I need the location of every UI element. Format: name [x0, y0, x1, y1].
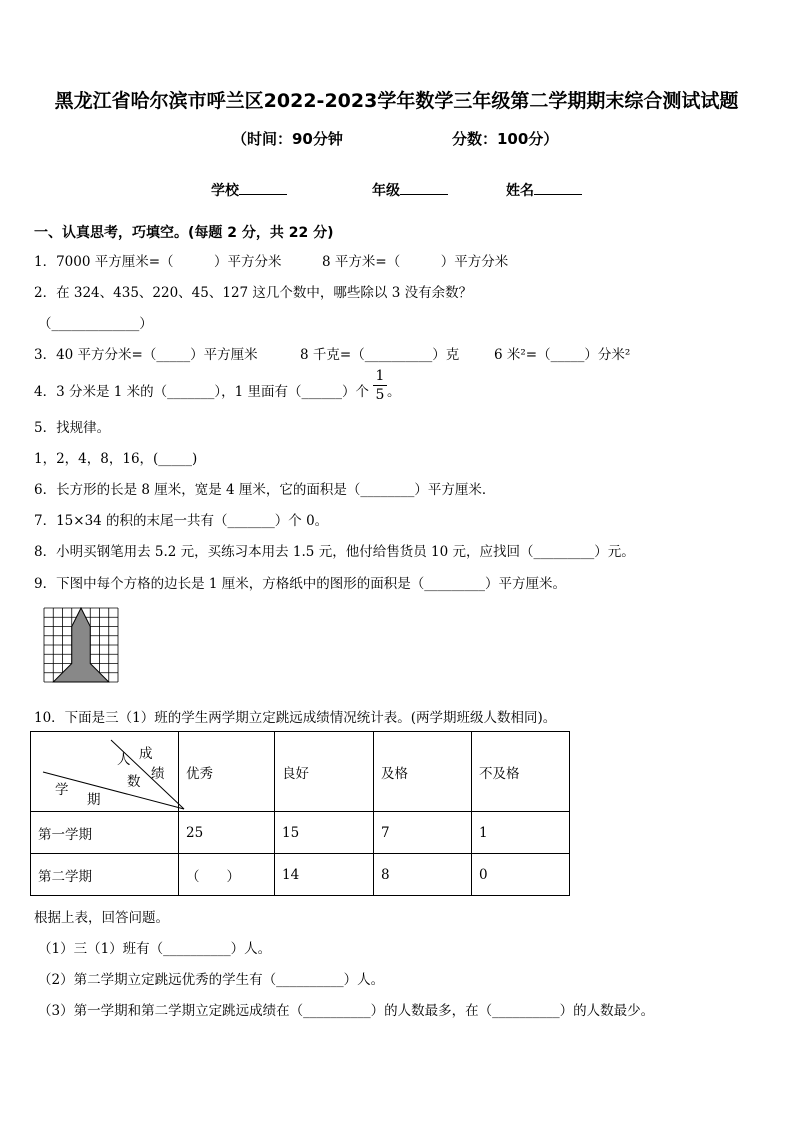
table-row — [31, 854, 570, 896]
corner-cheng: 成 — [139, 746, 153, 762]
question-6: 6．长方形的长是 8 厘米，宽是 4 厘米，它的面积是（________）平方厘米． — [34, 482, 496, 498]
fraction-denominator: 5 — [375, 387, 385, 403]
question-1b: 8 平方米=（ ）平方分米 — [322, 254, 509, 270]
corner-xue: 学 — [55, 782, 69, 798]
question-10: 10．下面是三（1）班的学生两学期立定跳远成绩情况统计表。(两学期班级人数相同)。 — [34, 710, 557, 726]
exam-score: 分数：100分） — [452, 130, 559, 148]
name-label: 姓名 — [506, 183, 534, 199]
header-excellent: 优秀 — [179, 732, 275, 812]
grid-figure — [42, 605, 122, 685]
corner-qi: 期 — [87, 792, 101, 808]
school-label: 学校 — [211, 183, 239, 199]
question-3b: 8 千克=（__________）克 — [300, 347, 460, 363]
table-cell: 15 — [275, 812, 374, 854]
question-7: 7．15×34 的积的末尾一共有（_______）个 0。 — [34, 513, 329, 529]
question-8: 8．小明买钢笔用去 5.2 元，买练习本用去 1.5 元，他付给售货员 10 元，应找回（_________）元。 — [34, 544, 635, 560]
header-pass: 及格 — [374, 732, 472, 812]
score-table — [30, 731, 570, 896]
table-header-row — [31, 732, 570, 812]
row-label: 第一学期 — [31, 812, 179, 854]
table-cell: 0 — [472, 854, 570, 896]
grade-field[interactable] — [372, 180, 448, 200]
corner-shu: 数 — [127, 774, 141, 790]
question-4: 4．3 分米是 1 米的（_______），1 里面有（______）个 — [34, 384, 370, 400]
school-underline — [239, 180, 287, 195]
exam-time: （时间：90分钟 — [232, 130, 343, 148]
question-5-sequence: 1，2，4，8，16，(_____) — [34, 451, 198, 467]
question-2-blank[interactable]: （_____________） — [38, 316, 153, 332]
question-3a: 3．40 平方分米=（_____）平方厘米 — [34, 347, 258, 363]
fraction-numerator: 1 — [375, 368, 385, 384]
question-3c: 6 米²=（_____）分米² — [494, 347, 631, 363]
row-label: 第二学期 — [31, 854, 179, 896]
table-cell: 8 — [374, 854, 472, 896]
header-good: 良好 — [275, 732, 374, 812]
question-2: 2．在 324、435、220、45、127 这几个数中，哪些除以 3 没有余数？ — [34, 285, 473, 301]
question-9: 9．下图中每个方格的边长是 1 厘米，方格纸中的图形的面积是（_________）平方厘米。 — [34, 576, 567, 592]
answer-1: （1）三（1）班有（__________）人。 — [38, 941, 272, 957]
page-title: 黑龙江省哈尔滨市呼兰区2022-2023学年数学三年级第二学期期末综合测试试题 — [54, 90, 739, 112]
section-heading: 一、认真思考，巧填空。(每题 2 分，共 22 分) — [34, 225, 334, 241]
table-corner-cell — [31, 732, 179, 812]
answer-intro: 根据上表，回答问题。 — [34, 910, 169, 926]
fraction-bar — [373, 385, 387, 386]
table-cell: 7 — [374, 812, 472, 854]
school-field[interactable] — [211, 180, 287, 200]
corner-ji: 绩 — [151, 766, 165, 782]
question-4-end: 。 — [387, 384, 401, 400]
grade-underline — [400, 180, 448, 195]
table-cell: 14 — [275, 854, 374, 896]
name-underline — [534, 180, 582, 195]
answer-2: （2）第二学期立定跳远优秀的学生有（__________）人。 — [38, 972, 385, 988]
question-5: 5．找规律。 — [34, 420, 111, 436]
table-row — [31, 812, 570, 854]
header-fail: 不及格 — [472, 732, 570, 812]
grade-label: 年级 — [372, 183, 400, 199]
table-cell: 1 — [472, 812, 570, 854]
table-cell: 25 — [179, 812, 275, 854]
corner-ren: 人 — [117, 752, 131, 768]
name-field[interactable] — [506, 180, 582, 200]
fraction-one-fifth — [373, 368, 387, 403]
question-1a: 1．7000 平方厘米=（ ）平方分米 — [34, 254, 282, 270]
blank-cell[interactable]: （ ） — [179, 854, 275, 896]
answer-3: （3）第一学期和第二学期立定跳远成绩在（__________）的人数最多，在（__________）的人数最少。 — [38, 1003, 655, 1019]
